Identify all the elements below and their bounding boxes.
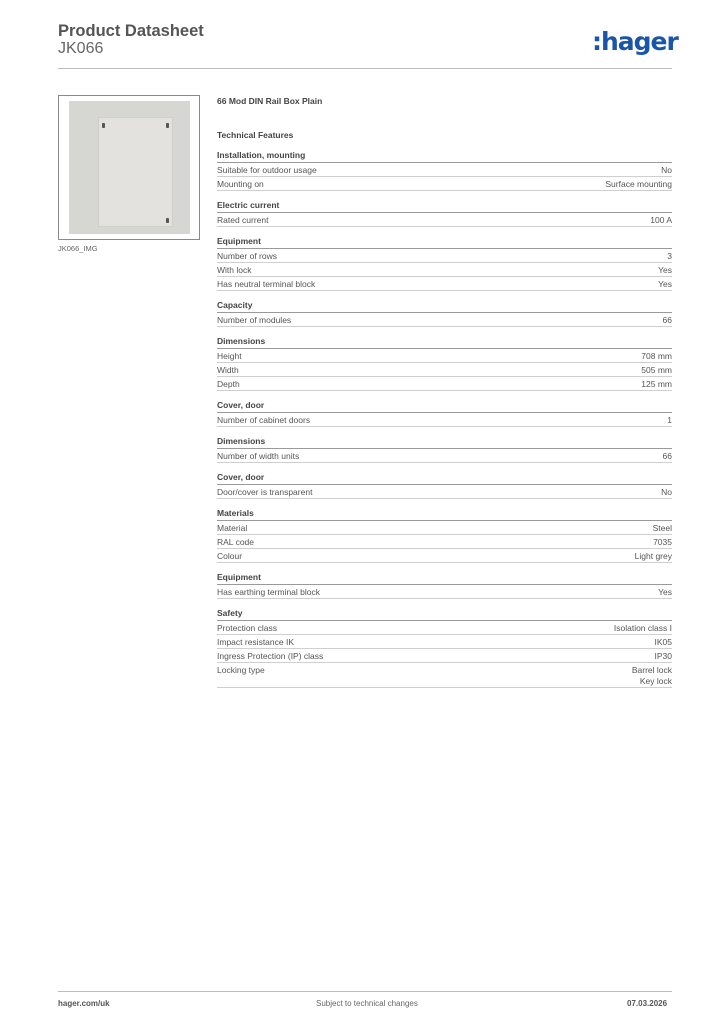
feature-value-line: Isolation class I [613, 623, 672, 633]
feature-value [641, 365, 672, 376]
feature-label: Number of width units [217, 451, 300, 461]
feature-group [217, 400, 672, 427]
feature-value-line: 708 mm [641, 351, 672, 361]
feature-label: Number of modules [217, 315, 292, 325]
feature-group [217, 472, 672, 499]
group-title: Electric current [217, 200, 672, 213]
feature-group [217, 508, 672, 563]
feature-row [217, 635, 672, 649]
feature-label: Number of rows [217, 251, 277, 261]
group-title: Cover, door [217, 400, 672, 413]
product-image [58, 95, 200, 240]
feature-value-line: Key lock [639, 676, 672, 686]
feature-label: Depth [217, 379, 240, 389]
feature-row [217, 549, 672, 563]
feature-label: Number of cabinet doors [217, 415, 311, 425]
feature-value-line: 7035 [653, 537, 672, 547]
feature-value [635, 551, 672, 562]
image-caption: JK066_IMG [58, 244, 98, 253]
feature-row [217, 449, 672, 463]
feature-row [217, 377, 672, 391]
feature-value-line: 66 [662, 315, 672, 325]
feature-value-line: 1 [667, 415, 672, 425]
footer-notice: Subject to technical changes [316, 999, 418, 1008]
feature-value [661, 165, 672, 176]
feature-row [217, 363, 672, 377]
feature-groups [217, 150, 672, 688]
feature-value-line: 66 [662, 451, 672, 461]
feature-row [217, 413, 672, 427]
feature-row [217, 263, 672, 277]
feature-value [663, 451, 672, 462]
feature-value [653, 537, 672, 548]
group-title: Materials [217, 508, 672, 521]
feature-label: Protection class [217, 623, 277, 633]
feature-row [217, 621, 672, 635]
feature-group [217, 572, 672, 599]
feature-label: Door/cover is transparent [217, 487, 313, 497]
header-divider [58, 68, 672, 69]
technical-features [217, 94, 672, 688]
feature-row [217, 521, 672, 535]
feature-value [658, 587, 672, 598]
feature-value-line: Steel [652, 523, 672, 533]
feature-group [217, 300, 672, 327]
hager-logo: :hager [592, 27, 678, 56]
feature-row [217, 177, 672, 191]
page-title: Product Datasheet [58, 22, 204, 40]
feature-label: Has neutral terminal block [217, 279, 316, 289]
feature-label: Locking type [217, 665, 265, 675]
group-title: Capacity [217, 300, 672, 313]
group-title: Dimensions [217, 336, 672, 349]
feature-row [217, 535, 672, 549]
product-photo [69, 101, 190, 234]
feature-value-line: 505 mm [641, 365, 672, 375]
feature-label: Mounting on [217, 179, 264, 189]
feature-row [217, 649, 672, 663]
feature-group [217, 150, 672, 191]
enclosure-panel [98, 117, 173, 227]
screw-icon [166, 218, 169, 223]
feature-group [217, 336, 672, 391]
feature-label: With lock [217, 265, 252, 275]
feature-value-line: No [661, 487, 672, 497]
group-title: Cover, door [217, 472, 672, 485]
feature-group [217, 608, 672, 688]
feature-group [217, 200, 672, 227]
feature-value-line: IP30 [654, 651, 672, 661]
feature-value [655, 651, 673, 662]
feature-value [605, 179, 672, 190]
feature-value-line: Yes [658, 279, 672, 289]
feature-label: Width [217, 365, 239, 375]
group-title: Installation, mounting [217, 150, 672, 163]
feature-value [614, 623, 672, 634]
feature-value-line: Surface mounting [605, 179, 672, 189]
feature-value-line: No [661, 165, 672, 175]
feature-label: Colour [217, 551, 243, 561]
feature-value [658, 265, 672, 276]
feature-value [641, 379, 672, 390]
group-title: Equipment [217, 236, 672, 249]
feature-value-line: 100 A [650, 215, 672, 225]
footer-divider [58, 991, 672, 992]
feature-label: Has earthing terminal block [217, 587, 320, 597]
product-name: 66 Mod DIN Rail Box Plain [217, 96, 323, 106]
feature-value [655, 637, 673, 648]
feature-value [667, 415, 672, 426]
screw-icon [166, 123, 169, 128]
feature-row [217, 585, 672, 599]
group-title: Equipment [217, 572, 672, 585]
feature-label: Rated current [217, 215, 269, 225]
feature-row [217, 213, 672, 227]
group-title: Dimensions [217, 436, 672, 449]
feature-row [217, 663, 672, 688]
feature-value [632, 665, 672, 687]
feature-value [658, 279, 672, 290]
group-title: Safety [217, 608, 672, 621]
feature-label: Impact resistance IK [217, 637, 295, 647]
footer-date: 07.03.2026 [627, 999, 668, 1008]
feature-value-line: Barrel lock [631, 665, 672, 675]
feature-row [217, 313, 672, 327]
feature-value-line: Light grey [634, 551, 672, 561]
feature-row [217, 163, 672, 177]
feature-row [217, 349, 672, 363]
feature-label: Ingress Protection (IP) class [217, 651, 324, 661]
screw-icon [102, 123, 105, 128]
feature-value-line: IK05 [654, 637, 672, 647]
feature-value [661, 487, 672, 498]
feature-value-line: 3 [667, 251, 672, 261]
feature-value-line: 125 mm [641, 379, 672, 389]
feature-group [217, 436, 672, 463]
feature-row [217, 277, 672, 291]
feature-value-line: Yes [658, 587, 672, 597]
feature-label: RAL code [217, 537, 255, 547]
feature-group [217, 236, 672, 291]
feature-label: Material [217, 523, 248, 533]
product-code: JK066 [58, 40, 104, 57]
feature-value-line: Yes [658, 265, 672, 275]
footer-website[interactable]: hager.com/uk [58, 999, 110, 1008]
feature-value [663, 315, 672, 326]
feature-label: Suitable for outdoor usage [217, 165, 317, 175]
feature-value [650, 215, 672, 226]
section-title: Technical Features [217, 130, 294, 140]
feature-value [653, 523, 672, 534]
feature-value [641, 351, 672, 362]
feature-label: Height [217, 351, 242, 361]
feature-value [667, 251, 672, 262]
feature-row [217, 249, 672, 263]
feature-row [217, 485, 672, 499]
